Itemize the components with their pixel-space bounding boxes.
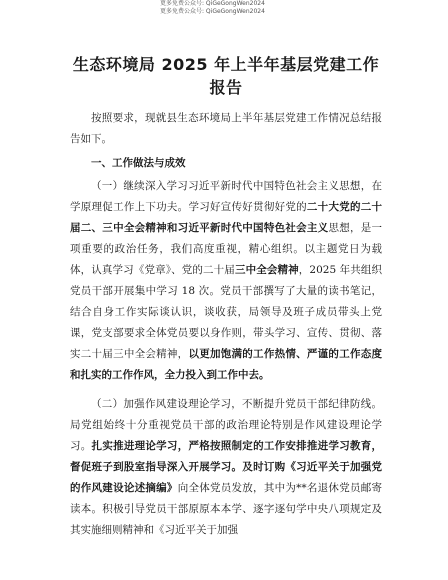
p1-text-e: ，2025 年共组织党员干部开展集中学习 18 次。党员干部撰写了大量的读书笔记，结合自身工作实际谈认识，谈收获，局领导及班子成员带头上党课，党支部要求全体党员要以身作则，带头学习、宣传、贯彻、落实二十届三中全会精神， — [70, 264, 383, 360]
paragraph-1 — [70, 176, 382, 386]
p1-text-a: （一）继续深入学习习近平新时代中国特色社会主义思想，在学原理促工作上下功夫。学习好宣传好贯彻好党的 — [70, 180, 382, 213]
watermark-line-2: 更多免费公众号: QiGeGongWen2024 — [160, 8, 265, 15]
p2-text-d: 向全体党员发放，其中为**名退休党员邮寄读本。积极引导党员干部原原本本学、逐字逐句学中央八项规定及其实施细则精神和《习近平关于加强 — [70, 482, 383, 536]
p1-bold-d: 三中全会精神 — [234, 264, 299, 276]
p2-bold-c: 及时订购《习近平关于加强党的作风建设论述摘编》 — [70, 461, 383, 494]
p1-bold-f: 以更加饱满的工作热情、严谨的工作态度和扎实的工作作风，全力投入到工作中去。 — [70, 348, 383, 381]
document-title: 生态环境局 2025 年上半年基层党建工作报告 — [72, 55, 380, 97]
p2-text-a: （二）加强作风建设理论学习，不断提升党员干部纪律防线。局党组始终十分重视党员干部的政治理论特别是作风建设理论学习。 — [70, 398, 382, 452]
p1-text-c: 思想，是一项重要的政治任务，我们高度重视，精心组织。以主题党日为载体，认真学习《党章》、党的二十届 — [70, 222, 383, 276]
paragraph-2 — [70, 394, 382, 541]
document-page — [70, 52, 382, 541]
watermark-line-1: 更多免费公众号: QiGeGongWen2024 — [160, 0, 265, 7]
section-heading: 一、工作做法与成效 — [91, 157, 186, 169]
p1-bold-b: 二十大党的二十届二、三中全会精神和习近平新时代中国特色社会主义 — [70, 201, 383, 234]
p2-bold-b: 扎实推进理论学习，严格按照制定的工作安排推进学习教育，督促班子到股室指导深入开展学习。 — [70, 440, 383, 473]
intro-paragraph: 按照要求，现就县生态环境局上半年基层党建工作情况总结报告如下。 — [70, 112, 382, 145]
